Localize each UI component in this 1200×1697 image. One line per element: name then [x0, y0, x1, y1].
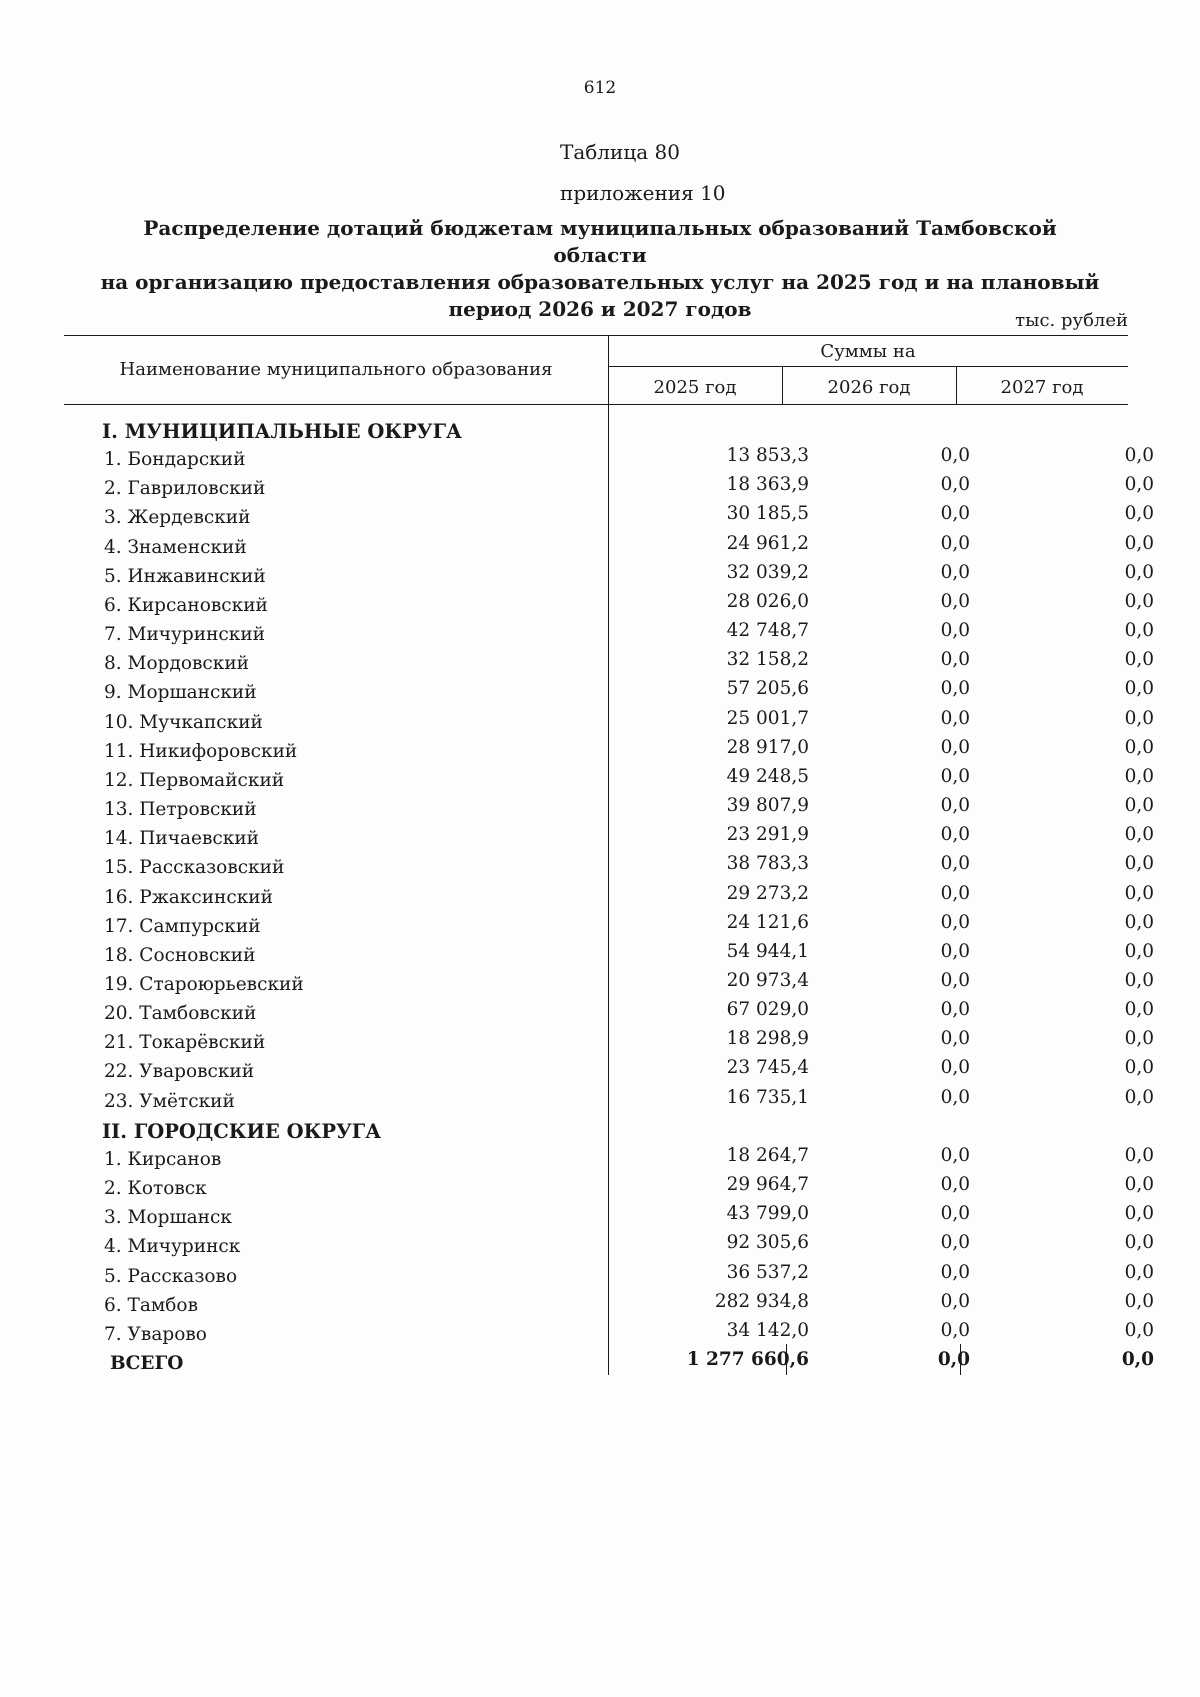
amount-2025: 1 277 660,6	[686, 1349, 809, 1370]
amount-2027: 0,0	[1124, 649, 1154, 671]
amount-2026: 0,0	[940, 561, 970, 583]
municipality-name: 18. Сосновский	[104, 944, 256, 966]
amount-2027: 0,0	[1124, 1232, 1154, 1254]
municipality-name: 1. Кирсанов	[104, 1148, 222, 1170]
amount-2027: 0,0	[1124, 999, 1154, 1021]
amount-2026: 0,0	[940, 940, 970, 962]
amount-2025: 24 121,6	[726, 911, 809, 933]
amount-2025: 13 853,3	[726, 445, 809, 467]
amount-2027: 0,0	[1124, 969, 1154, 991]
amount-2027: 0,0	[1124, 1174, 1154, 1196]
municipality-name: II. ГОРОДСКИЕ ОКРУГА	[102, 1119, 382, 1143]
amount-2026: 0,0	[940, 824, 970, 846]
amount-2026: 0,0	[937, 1349, 970, 1370]
amount-2025: 49 248,5	[726, 765, 809, 787]
municipality-name: 22. Уваровский	[104, 1061, 255, 1083]
amount-2026: 0,0	[940, 678, 970, 700]
amount-2027: 0,0	[1124, 940, 1154, 962]
amount-2025: 23 745,4	[726, 1057, 809, 1079]
amount-2026: 0,0	[940, 1144, 970, 1166]
amount-2027: 0,0	[1124, 620, 1154, 642]
amount-2027: 0,0	[1124, 707, 1154, 729]
municipality-name: 10. Мучкапский	[104, 711, 263, 733]
amount-2025: 18 298,9	[726, 1028, 809, 1050]
amount-2026: 0,0	[940, 707, 970, 729]
amount-2027: 0,0	[1124, 1261, 1154, 1283]
amount-2025: 28 917,0	[726, 736, 809, 758]
municipality-name: 17. Сампурский	[104, 915, 261, 937]
appendix-reference: приложения 10	[560, 181, 726, 205]
amount-2025: 36 537,2	[726, 1261, 809, 1283]
amount-2027: 0,0	[1124, 445, 1154, 467]
header-sums-on: Суммы на	[820, 341, 916, 362]
amount-2025: 23 291,9	[726, 824, 809, 846]
table-number: Таблица 80	[560, 140, 680, 164]
amount-2025: 42 748,7	[726, 620, 809, 642]
amount-2026: 0,0	[940, 853, 970, 875]
municipality-name: 5. Рассказово	[104, 1265, 238, 1287]
amount-2026: 0,0	[940, 620, 970, 642]
municipality-name: 11. Никифоровский	[104, 740, 298, 762]
amount-2025: 57 205,6	[726, 678, 809, 700]
municipality-name: 15. Рассказовский	[104, 857, 285, 879]
amount-2027: 0,0	[1124, 1203, 1154, 1225]
amount-2026: 0,0	[940, 474, 970, 496]
amount-2027: 0,0	[1124, 1319, 1154, 1341]
amount-2027: 0,0	[1124, 853, 1154, 875]
municipality-name: 16. Ржаксинский	[104, 886, 273, 908]
amount-2027: 0,0	[1124, 561, 1154, 583]
amount-2027: 0,0	[1124, 882, 1154, 904]
amount-2025: 30 185,5	[726, 503, 809, 525]
amount-2025: 34 142,0	[726, 1319, 809, 1341]
amount-2027: 0,0	[1124, 678, 1154, 700]
page-number: 612	[583, 78, 617, 98]
amount-2026: 0,0	[940, 1057, 970, 1079]
amount-2025: 29 273,2	[726, 882, 809, 904]
amount-2026: 0,0	[940, 736, 970, 758]
municipality-name: 12. Первомайский	[104, 769, 285, 791]
amount-2026: 0,0	[940, 882, 970, 904]
amount-2026: 0,0	[940, 1232, 970, 1254]
amount-2027: 0,0	[1124, 1086, 1154, 1108]
municipality-name: 14. Пичаевский	[104, 828, 259, 850]
amount-2027: 0,0	[1124, 1290, 1154, 1312]
amount-2027: 0,0	[1124, 911, 1154, 933]
municipality-name: 6. Кирсановский	[104, 594, 268, 616]
amount-2025: 39 807,9	[726, 795, 809, 817]
amount-2026: 0,0	[940, 999, 970, 1021]
amount-2025: 18 264,7	[726, 1144, 809, 1166]
amount-2025: 38 783,3	[726, 853, 809, 875]
amount-2026: 0,0	[940, 1290, 970, 1312]
amount-2026: 0,0	[940, 1261, 970, 1283]
header-year-2027: 2027 год	[1000, 377, 1084, 398]
amount-2026: 0,0	[940, 1203, 970, 1225]
amount-2026: 0,0	[940, 765, 970, 787]
amount-2027: 0,0	[1124, 474, 1154, 496]
amount-2025: 29 964,7	[726, 1174, 809, 1196]
amount-2027: 0,0	[1124, 532, 1154, 554]
units-label: тыс. рублей	[1015, 310, 1128, 331]
amount-2025: 32 158,2	[726, 649, 809, 671]
amount-2026: 0,0	[940, 1086, 970, 1108]
municipality-name: 19. Староюрьевский	[104, 973, 304, 995]
municipality-name: 2. Котовск	[104, 1178, 207, 1200]
table-top-rule	[64, 335, 1128, 336]
municipality-name: 3. Моршанск	[104, 1207, 232, 1229]
municipality-name: 13. Петровский	[104, 799, 257, 821]
amount-2025: 92 305,6	[726, 1232, 809, 1254]
municipality-name: 5. Инжавинский	[104, 565, 266, 587]
amount-2025: 20 973,4	[726, 969, 809, 991]
amount-2025: 28 026,0	[726, 590, 809, 612]
title-line: Распределение дотаций бюджетам муниципальных образований Тамбовской области	[143, 216, 1057, 267]
municipality-name: 21. Токарёвский	[104, 1032, 266, 1054]
amount-2027: 0,0	[1124, 736, 1154, 758]
municipality-name: 23. Умётский	[104, 1090, 235, 1112]
amount-2026: 0,0	[940, 1174, 970, 1196]
header-name-column: Наименование муниципального образования	[119, 359, 553, 380]
amount-2026: 0,0	[940, 969, 970, 991]
amount-2026: 0,0	[940, 1028, 970, 1050]
title-line: на организацию предоставления образовательных услуг на 2025 год и на плановый	[100, 270, 1100, 294]
amount-2025: 16 735,1	[726, 1086, 809, 1108]
amount-2026: 0,0	[940, 503, 970, 525]
amount-2025: 67 029,0	[726, 999, 809, 1021]
municipality-name: 6. Тамбов	[104, 1294, 198, 1316]
amount-2026: 0,0	[940, 795, 970, 817]
municipality-name: 7. Уварово	[104, 1323, 207, 1345]
municipality-name: 7. Мичуринский	[104, 624, 266, 646]
header-year-2025: 2025 год	[653, 377, 737, 398]
header-year-2026: 2026 год	[827, 377, 911, 398]
amount-2025: 18 363,9	[726, 474, 809, 496]
municipality-name: 3. Жердевский	[104, 507, 251, 529]
municipality-name: I. МУНИЦИПАЛЬНЫЕ ОКРУГА	[102, 420, 462, 443]
amount-2027: 0,0	[1124, 503, 1154, 525]
amount-2026: 0,0	[940, 532, 970, 554]
municipality-name: 8. Мордовский	[104, 653, 249, 675]
amount-2025: 54 944,1	[726, 940, 809, 962]
amount-2025: 32 039,2	[726, 561, 809, 583]
amount-2027: 0,0	[1121, 1349, 1154, 1370]
header-bottom-rule	[64, 404, 1128, 405]
table-body	[64, 420, 1154, 1382]
amount-2025: 24 961,2	[726, 532, 809, 554]
amount-2025: 25 001,7	[726, 707, 809, 729]
amount-2026: 0,0	[940, 649, 970, 671]
municipality-name: 9. Моршанский	[104, 682, 257, 704]
municipality-name: 2. Гавриловский	[104, 478, 266, 500]
municipality-name: 1. Бондарский	[104, 449, 246, 471]
municipality-name: 4. Знаменский	[104, 536, 247, 558]
total-row	[64, 1349, 1154, 1382]
title-line: период 2026 и 2027 годов	[448, 297, 752, 321]
amount-2026: 0,0	[940, 590, 970, 612]
municipality-name: 4. Мичуринск	[104, 1236, 241, 1258]
amount-2026: 0,0	[940, 1319, 970, 1341]
amount-2026: 0,0	[940, 445, 970, 467]
amount-2027: 0,0	[1124, 765, 1154, 787]
municipality-name: 20. Тамбовский	[104, 1003, 257, 1025]
amount-2025: 43 799,0	[726, 1203, 809, 1225]
amount-2026: 0,0	[940, 911, 970, 933]
amount-2025: 282 934,8	[714, 1290, 809, 1312]
amount-2027: 0,0	[1124, 590, 1154, 612]
municipality-name: ВСЕГО	[110, 1353, 184, 1374]
document-title	[100, 215, 1100, 323]
amount-2027: 0,0	[1124, 1028, 1154, 1050]
amount-2027: 0,0	[1124, 824, 1154, 846]
amount-2027: 0,0	[1124, 1057, 1154, 1079]
table-row	[64, 1086, 1154, 1120]
amount-2027: 0,0	[1124, 1144, 1154, 1166]
sums-subheader-rule	[608, 366, 1128, 367]
amount-2027: 0,0	[1124, 795, 1154, 817]
